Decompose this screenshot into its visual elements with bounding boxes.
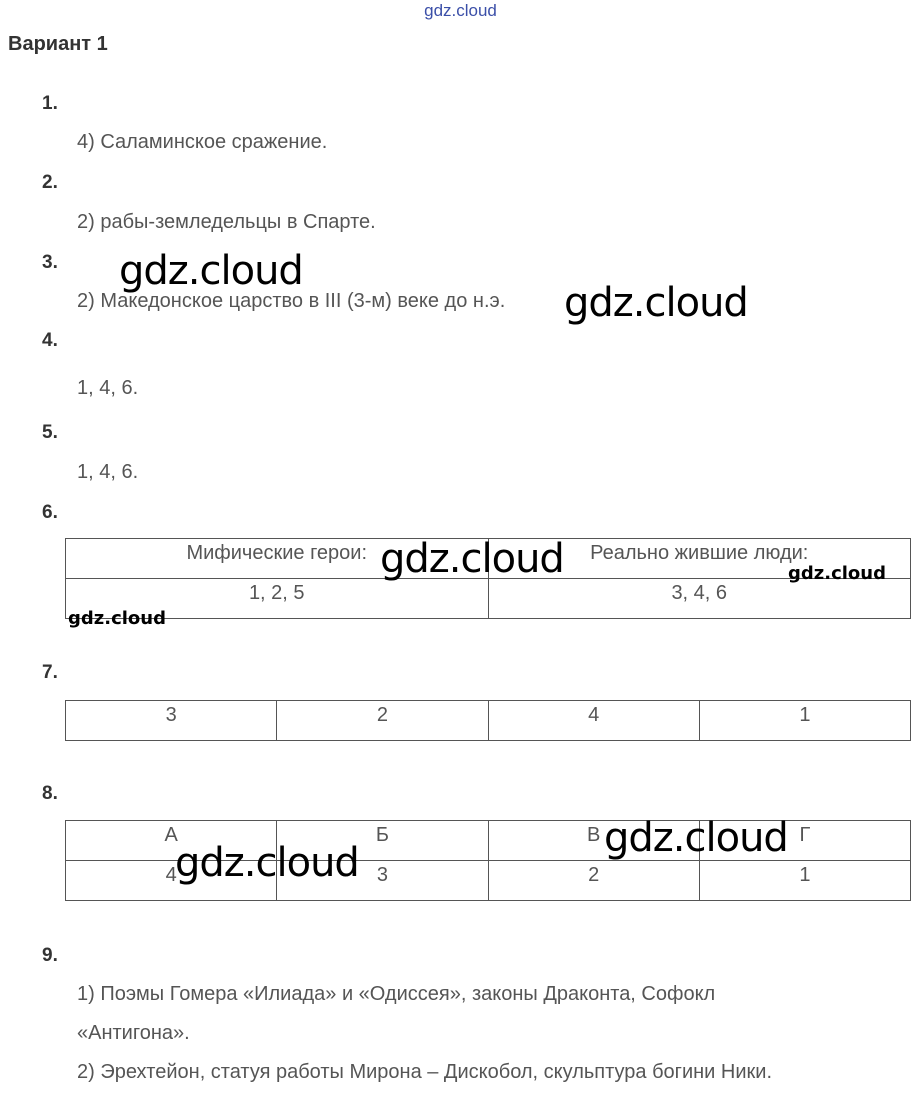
table-6-row [66,579,911,619]
table-7-cell: 4 [488,701,699,741]
question-number-6: 6. [42,502,58,523]
table-8-header-b: Б [277,821,488,861]
question-number-7: 7. [42,662,58,683]
table-7-row [66,701,911,741]
table-8-cell: 2 [488,861,699,901]
table-6-header-real: Реально жившие люди: [488,539,911,579]
page-title: Вариант 1 [8,33,108,55]
question-number-3: 3. [42,252,58,273]
question-number-5: 5. [42,422,58,443]
watermark: gdz.cloud [175,840,359,886]
answer-9-line-3: 2) Эрехтейон, статуя работы Мирона – Дискобол, скульптура богини Ники. [77,1061,772,1083]
question-number-8: 8. [42,783,58,804]
table-8-cell: 3 [277,861,488,901]
table-7 [65,700,911,741]
answer-4: 1, 4, 6. [77,377,139,399]
table-6-header-mythic: Мифические герои: [66,539,489,579]
table-7-cell: 1 [699,701,910,741]
watermark: gdz.cloud [380,536,564,582]
table-7-cell: 3 [66,701,277,741]
table-8-header-a: А [66,821,277,861]
table-8-header-g: Г [699,821,910,861]
watermark: gdz.cloud [604,815,788,861]
table-8-cell: 4 [66,861,277,901]
question-number-4: 4. [42,330,58,351]
watermark-top: gdz.cloud [424,1,497,20]
watermark: gdz.cloud [68,608,166,629]
table-6-cell-real: 3, 4, 6 [488,579,911,619]
table-7-cell: 2 [277,701,488,741]
answer-9-line-1: 1) Поэмы Гомера «Илиада» и «Одиссея», законы Драконта, Софокл [77,983,716,1005]
table-8-cell: 1 [699,861,910,901]
table-8-header-v: В [488,821,699,861]
answer-9-line-2: «Антигона». [77,1022,190,1044]
watermark: gdz.cloud [564,280,748,326]
answer-5: 1, 4, 6. [77,461,139,483]
watermark: gdz.cloud [788,563,886,584]
question-number-9: 9. [42,945,58,966]
question-number-1: 1. [42,93,58,114]
answer-3: 2) Македонское царство в III (3-м) веке до н.э. [77,290,506,312]
answer-2: 2) рабы-земледельцы в Спарте. [77,211,376,233]
question-number-2: 2. [42,172,58,193]
answer-1: 4) Саламинское сражение. [77,131,328,153]
watermark: gdz.cloud [119,248,303,294]
table-6-cell-mythic: 1, 2, 5 [66,579,489,619]
